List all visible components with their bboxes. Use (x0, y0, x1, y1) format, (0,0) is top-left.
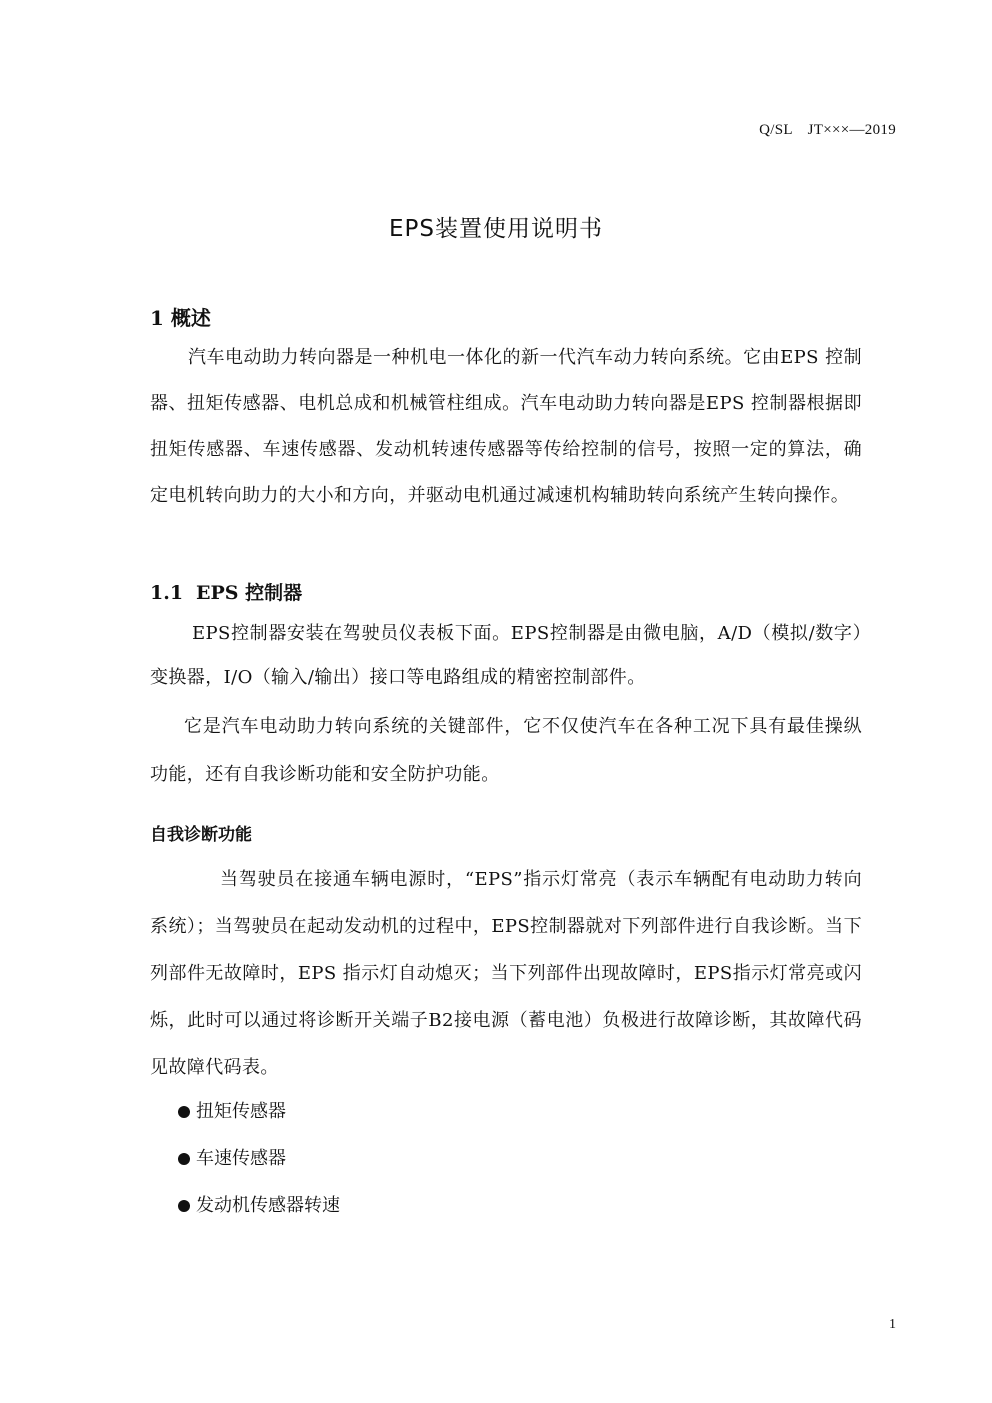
list-item-label: 车速传感器 (196, 1147, 286, 1169)
page-number: 1 (889, 1317, 896, 1332)
bullet-icon (178, 1106, 190, 1118)
subsection-title: EPS 控制器 (196, 582, 303, 604)
document-title: EPS装置使用说明书 (388, 216, 603, 242)
subsection-number: 1.1 (150, 582, 184, 604)
list-item-label: 发动机传感器转速 (196, 1194, 340, 1216)
section-heading-overview: 1 概述 (150, 306, 211, 330)
controller-paragraph-1: EPS控制器安装在驾驶员仪表板下面。EPS控制器是由微电脑，A/D（模拟/数字）变换器，I/O（输入/输出）接口等电路组成的精密控制部件。 (150, 623, 862, 688)
self-diagnosis-paragraph: 当驾驶员在接通车辆电源时，“EPS”指示灯常亮（表示车辆配有电动助力转向系统）；当驾驶员在起动发动机的过程中，EPS控制器就对下列部件进行自我诊断。当下列部件无故障时，EPS 指示灯自动熄灭；当下列部件出现故障时，EPS指示灯常亮或闪烁，此时可以通过将诊断开关端子B2接电源（蓄电池）负极进行故障诊断，其故障代码见故障代码表。 (150, 869, 862, 1078)
subsection-heading-controller (150, 578, 302, 605)
self-diagnosis-heading: 自我诊断功能 (150, 825, 252, 845)
diagnosis-component-list (178, 1088, 340, 1229)
list-item-label: 扭矩传感器 (196, 1100, 286, 1122)
bullet-icon (178, 1200, 190, 1212)
overview-paragraph: 汽车电动助力转向器是一种机电一体化的新一代汽车动力转向系统。它由EPS 控制器、扭矩传感器、电机总成和机械管柱组成。汽车电动助力转向器是EPS 控制器根据即扭矩传感器、车速传感器、发动机转速传感器等传给控制的信号，按照一定的算法，确定电机转向助力的大小和方向，并驱动电机通过减速机构辅助转向系统产生转向操作。 (150, 347, 862, 506)
bullet-icon (178, 1153, 190, 1165)
list-item (178, 1135, 340, 1182)
list-item (178, 1088, 340, 1135)
document-code: Q/SL JT×××—2019 (759, 122, 896, 138)
controller-paragraph-2: 它是汽车电动助力转向系统的关键部件，它不仅使汽车在各种工况下具有最佳操纵功能，还有自我诊断功能和安全防护功能。 (150, 716, 862, 785)
list-item (178, 1182, 340, 1229)
